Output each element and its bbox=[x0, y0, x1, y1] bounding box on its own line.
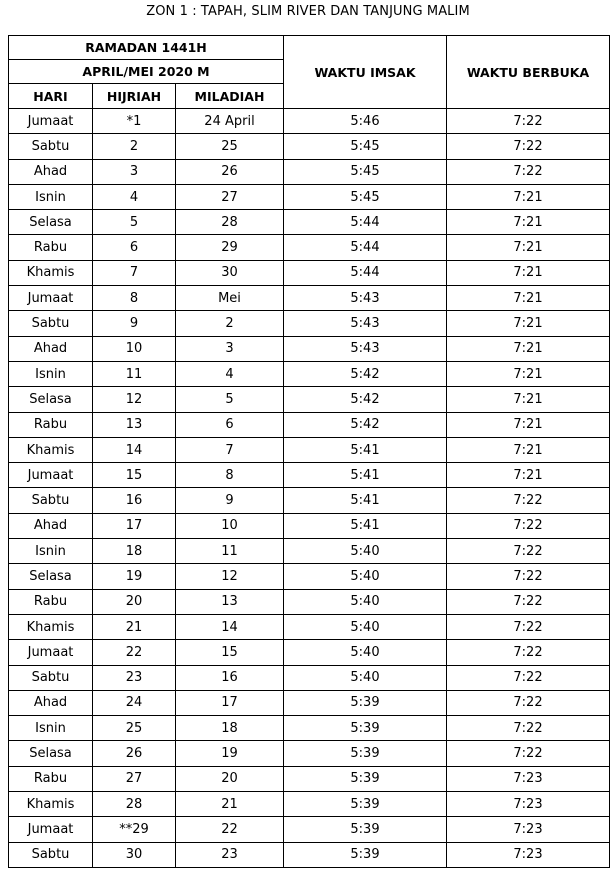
cell-hijriah: 14 bbox=[93, 437, 176, 462]
header-hijriah: HIJRIAH bbox=[93, 84, 176, 109]
table-row bbox=[9, 792, 610, 817]
cell-miladiah: 17 bbox=[176, 690, 284, 715]
cell-miladiah: 10 bbox=[176, 513, 284, 538]
cell-miladiah: 30 bbox=[176, 260, 284, 285]
cell-hijriah: **29 bbox=[93, 817, 176, 842]
cell-waktu-imsak: 5:40 bbox=[284, 640, 447, 665]
cell-waktu-berbuka: 7:21 bbox=[447, 235, 610, 260]
cell-waktu-berbuka: 7:22 bbox=[447, 665, 610, 690]
cell-hari: Khamis bbox=[9, 614, 93, 639]
table-row bbox=[9, 235, 610, 260]
cell-miladiah: 23 bbox=[176, 842, 284, 867]
header-hari: HARI bbox=[9, 84, 93, 109]
cell-miladiah: 14 bbox=[176, 614, 284, 639]
cell-waktu-imsak: 5:42 bbox=[284, 412, 447, 437]
header-miladiah: MILADIAH bbox=[176, 84, 284, 109]
cell-hijriah: 13 bbox=[93, 412, 176, 437]
cell-waktu-berbuka: 7:22 bbox=[447, 690, 610, 715]
cell-hijriah: 11 bbox=[93, 361, 176, 386]
cell-hari: Rabu bbox=[9, 235, 93, 260]
cell-hari: Khamis bbox=[9, 437, 93, 462]
table-row bbox=[9, 336, 610, 361]
cell-waktu-berbuka: 7:21 bbox=[447, 412, 610, 437]
cell-hari: Sabtu bbox=[9, 311, 93, 336]
cell-miladiah: 20 bbox=[176, 766, 284, 791]
cell-hijriah: 21 bbox=[93, 614, 176, 639]
cell-miladiah: 12 bbox=[176, 564, 284, 589]
header-waktu-berbuka: WAKTU BERBUKA bbox=[447, 36, 610, 109]
cell-waktu-imsak: 5:43 bbox=[284, 311, 447, 336]
cell-hari: Jumaat bbox=[9, 463, 93, 488]
table-row bbox=[9, 741, 610, 766]
table-row bbox=[9, 387, 610, 412]
cell-waktu-imsak: 5:40 bbox=[284, 614, 447, 639]
table-row bbox=[9, 260, 610, 285]
cell-waktu-berbuka: 7:21 bbox=[447, 361, 610, 386]
cell-waktu-berbuka: 7:22 bbox=[447, 614, 610, 639]
cell-waktu-imsak: 5:39 bbox=[284, 741, 447, 766]
cell-miladiah: 22 bbox=[176, 817, 284, 842]
cell-waktu-imsak: 5:44 bbox=[284, 210, 447, 235]
cell-miladiah: 6 bbox=[176, 412, 284, 437]
header-waktu-imsak: WAKTU IMSAK bbox=[284, 36, 447, 109]
cell-waktu-berbuka: 7:22 bbox=[447, 488, 610, 513]
table-row bbox=[9, 665, 610, 690]
cell-waktu-imsak: 5:40 bbox=[284, 589, 447, 614]
table-row bbox=[9, 488, 610, 513]
cell-waktu-imsak: 5:45 bbox=[284, 184, 447, 209]
cell-hijriah: 2 bbox=[93, 134, 176, 159]
cell-waktu-berbuka: 7:23 bbox=[447, 842, 610, 867]
table-row bbox=[9, 614, 610, 639]
cell-miladiah: 8 bbox=[176, 463, 284, 488]
cell-waktu-berbuka: 7:22 bbox=[447, 716, 610, 741]
cell-hijriah: 9 bbox=[93, 311, 176, 336]
table-row bbox=[9, 210, 610, 235]
cell-miladiah: 29 bbox=[176, 235, 284, 260]
cell-miladiah: 5 bbox=[176, 387, 284, 412]
cell-hijriah: 23 bbox=[93, 665, 176, 690]
table-row bbox=[9, 134, 610, 159]
cell-hari: Sabtu bbox=[9, 134, 93, 159]
table-row bbox=[9, 109, 610, 134]
cell-waktu-imsak: 5:44 bbox=[284, 235, 447, 260]
cell-waktu-berbuka: 7:21 bbox=[447, 463, 610, 488]
cell-miladiah: 26 bbox=[176, 159, 284, 184]
cell-hijriah: 22 bbox=[93, 640, 176, 665]
cell-miladiah: 3 bbox=[176, 336, 284, 361]
cell-waktu-berbuka: 7:23 bbox=[447, 792, 610, 817]
cell-waktu-imsak: 5:41 bbox=[284, 513, 447, 538]
cell-hari: Jumaat bbox=[9, 109, 93, 134]
cell-hijriah: 10 bbox=[93, 336, 176, 361]
cell-hari: Selasa bbox=[9, 210, 93, 235]
cell-waktu-imsak: 5:45 bbox=[284, 134, 447, 159]
table-row bbox=[9, 640, 610, 665]
cell-waktu-imsak: 5:39 bbox=[284, 792, 447, 817]
cell-waktu-berbuka: 7:21 bbox=[447, 286, 610, 311]
cell-hijriah: 8 bbox=[93, 286, 176, 311]
cell-miladiah: 9 bbox=[176, 488, 284, 513]
cell-waktu-berbuka: 7:21 bbox=[447, 311, 610, 336]
cell-hijriah: 20 bbox=[93, 589, 176, 614]
table-row bbox=[9, 589, 610, 614]
cell-waktu-berbuka: 7:22 bbox=[447, 589, 610, 614]
cell-hari: Jumaat bbox=[9, 640, 93, 665]
cell-hijriah: *1 bbox=[93, 109, 176, 134]
cell-hari: Sabtu bbox=[9, 488, 93, 513]
cell-hari: Rabu bbox=[9, 412, 93, 437]
cell-waktu-imsak: 5:39 bbox=[284, 716, 447, 741]
cell-hijriah: 3 bbox=[93, 159, 176, 184]
cell-waktu-imsak: 5:41 bbox=[284, 463, 447, 488]
cell-waktu-berbuka: 7:21 bbox=[447, 184, 610, 209]
cell-waktu-berbuka: 7:22 bbox=[447, 539, 610, 564]
cell-waktu-berbuka: 7:21 bbox=[447, 336, 610, 361]
cell-hijriah: 26 bbox=[93, 741, 176, 766]
cell-hijriah: 6 bbox=[93, 235, 176, 260]
cell-miladiah: 24 April bbox=[176, 109, 284, 134]
cell-hari: Selasa bbox=[9, 387, 93, 412]
cell-waktu-imsak: 5:40 bbox=[284, 564, 447, 589]
table-body bbox=[9, 109, 610, 868]
cell-waktu-imsak: 5:41 bbox=[284, 437, 447, 462]
cell-hijriah: 27 bbox=[93, 766, 176, 791]
cell-hijriah: 7 bbox=[93, 260, 176, 285]
cell-waktu-imsak: 5:42 bbox=[284, 387, 447, 412]
ramadan-timetable bbox=[8, 35, 610, 868]
table-row bbox=[9, 539, 610, 564]
cell-miladiah: 4 bbox=[176, 361, 284, 386]
cell-hijriah: 12 bbox=[93, 387, 176, 412]
cell-waktu-imsak: 5:45 bbox=[284, 159, 447, 184]
cell-hari: Ahad bbox=[9, 159, 93, 184]
cell-hari: Sabtu bbox=[9, 665, 93, 690]
cell-waktu-berbuka: 7:21 bbox=[447, 437, 610, 462]
cell-miladiah: 19 bbox=[176, 741, 284, 766]
cell-hijriah: 17 bbox=[93, 513, 176, 538]
cell-hari: Selasa bbox=[9, 741, 93, 766]
cell-hijriah: 18 bbox=[93, 539, 176, 564]
cell-waktu-imsak: 5:39 bbox=[284, 842, 447, 867]
table-row bbox=[9, 412, 610, 437]
cell-hijriah: 15 bbox=[93, 463, 176, 488]
table-row bbox=[9, 513, 610, 538]
cell-hijriah: 16 bbox=[93, 488, 176, 513]
header-ramadan: RAMADAN 1441H bbox=[9, 36, 284, 60]
table-row bbox=[9, 690, 610, 715]
cell-hijriah: 30 bbox=[93, 842, 176, 867]
cell-waktu-imsak: 5:40 bbox=[284, 539, 447, 564]
cell-hari: Rabu bbox=[9, 766, 93, 791]
cell-waktu-berbuka: 7:22 bbox=[447, 109, 610, 134]
cell-hari: Rabu bbox=[9, 589, 93, 614]
header-month: APRIL/MEI 2020 M bbox=[9, 60, 284, 84]
cell-hari: Khamis bbox=[9, 792, 93, 817]
cell-waktu-imsak: 5:44 bbox=[284, 260, 447, 285]
cell-hijriah: 5 bbox=[93, 210, 176, 235]
cell-hari: Isnin bbox=[9, 539, 93, 564]
cell-waktu-berbuka: 7:22 bbox=[447, 741, 610, 766]
cell-hijriah: 28 bbox=[93, 792, 176, 817]
cell-miladiah: 7 bbox=[176, 437, 284, 462]
cell-miladiah: 2 bbox=[176, 311, 284, 336]
cell-waktu-berbuka: 7:21 bbox=[447, 210, 610, 235]
cell-hijriah: 19 bbox=[93, 564, 176, 589]
table-row bbox=[9, 564, 610, 589]
cell-hari: Isnin bbox=[9, 361, 93, 386]
cell-miladiah: 13 bbox=[176, 589, 284, 614]
cell-waktu-imsak: 5:39 bbox=[284, 766, 447, 791]
cell-hari: Selasa bbox=[9, 564, 93, 589]
cell-hari: Ahad bbox=[9, 513, 93, 538]
cell-hari: Jumaat bbox=[9, 817, 93, 842]
cell-hari: Jumaat bbox=[9, 286, 93, 311]
cell-waktu-berbuka: 7:22 bbox=[447, 159, 610, 184]
cell-waktu-imsak: 5:41 bbox=[284, 488, 447, 513]
cell-waktu-berbuka: 7:21 bbox=[447, 387, 610, 412]
cell-waktu-imsak: 5:46 bbox=[284, 109, 447, 134]
cell-hari: Ahad bbox=[9, 690, 93, 715]
cell-waktu-berbuka: 7:23 bbox=[447, 766, 610, 791]
table-row bbox=[9, 817, 610, 842]
cell-miladiah: Mei bbox=[176, 286, 284, 311]
table-row bbox=[9, 286, 610, 311]
cell-hijriah: 25 bbox=[93, 716, 176, 741]
cell-hari: Ahad bbox=[9, 336, 93, 361]
table-row bbox=[9, 361, 610, 386]
cell-hijriah: 4 bbox=[93, 184, 176, 209]
table-row bbox=[9, 159, 610, 184]
cell-hari: Sabtu bbox=[9, 842, 93, 867]
cell-waktu-berbuka: 7:22 bbox=[447, 513, 610, 538]
cell-waktu-berbuka: 7:23 bbox=[447, 817, 610, 842]
cell-waktu-imsak: 5:43 bbox=[284, 286, 447, 311]
table-row bbox=[9, 437, 610, 462]
cell-waktu-imsak: 5:40 bbox=[284, 665, 447, 690]
cell-miladiah: 11 bbox=[176, 539, 284, 564]
cell-miladiah: 28 bbox=[176, 210, 284, 235]
cell-miladiah: 25 bbox=[176, 134, 284, 159]
cell-miladiah: 18 bbox=[176, 716, 284, 741]
cell-waktu-berbuka: 7:22 bbox=[447, 564, 610, 589]
table-row bbox=[9, 842, 610, 867]
cell-hari: Isnin bbox=[9, 184, 93, 209]
page-title: ZON 1 : TAPAH, SLIM RIVER DAN TANJUNG MALIM bbox=[146, 4, 470, 19]
cell-miladiah: 15 bbox=[176, 640, 284, 665]
cell-waktu-berbuka: 7:22 bbox=[447, 134, 610, 159]
table-row bbox=[9, 184, 610, 209]
cell-waktu-imsak: 5:42 bbox=[284, 361, 447, 386]
cell-waktu-imsak: 5:43 bbox=[284, 336, 447, 361]
table-row bbox=[9, 463, 610, 488]
table-row bbox=[9, 716, 610, 741]
cell-miladiah: 27 bbox=[176, 184, 284, 209]
cell-hijriah: 24 bbox=[93, 690, 176, 715]
cell-hari: Khamis bbox=[9, 260, 93, 285]
cell-hari: Isnin bbox=[9, 716, 93, 741]
cell-waktu-imsak: 5:39 bbox=[284, 817, 447, 842]
cell-waktu-imsak: 5:39 bbox=[284, 690, 447, 715]
cell-waktu-berbuka: 7:22 bbox=[447, 640, 610, 665]
cell-miladiah: 16 bbox=[176, 665, 284, 690]
table-row bbox=[9, 766, 610, 791]
table-row bbox=[9, 311, 610, 336]
cell-waktu-berbuka: 7:21 bbox=[447, 260, 610, 285]
cell-miladiah: 21 bbox=[176, 792, 284, 817]
